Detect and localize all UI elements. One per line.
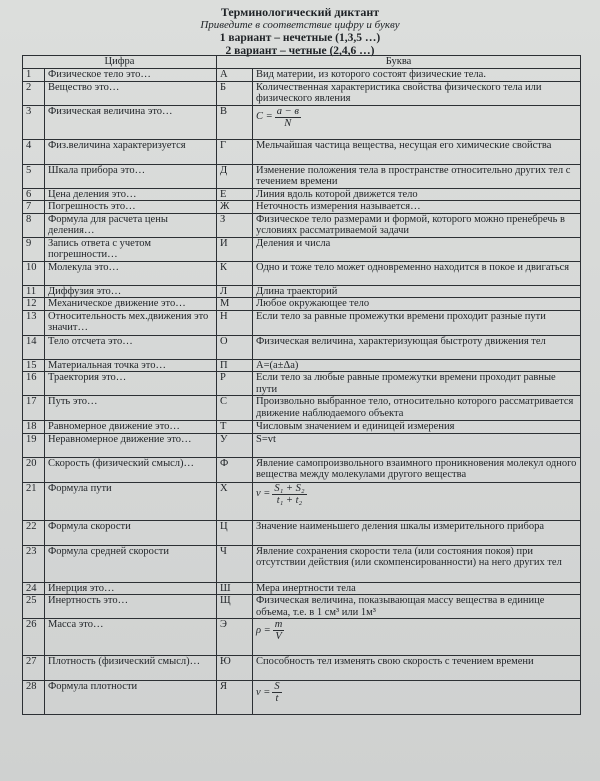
term-cell: Диффузия это… xyxy=(45,285,217,298)
worksheet-header xyxy=(0,6,600,58)
letter-cell: Я xyxy=(217,681,253,715)
density-formula xyxy=(256,619,284,642)
letter-cell: И xyxy=(217,237,253,261)
column-header-letter: Буква xyxy=(217,56,581,69)
row-number: 1 xyxy=(23,69,45,82)
row-number: 23 xyxy=(23,545,45,582)
term-cell: Молекула это… xyxy=(45,261,217,285)
table-row xyxy=(23,213,581,237)
row-number: 15 xyxy=(23,359,45,372)
letter-cell: Щ xyxy=(217,595,253,619)
formula-lhs: v = xyxy=(256,488,271,500)
formula-fraction xyxy=(273,619,285,642)
definition-cell: Линия вдоль которой движется тело xyxy=(253,188,581,201)
letter-cell: Б xyxy=(217,81,253,105)
definition-cell: Количественная характеристика свойства физического тела или физического явления xyxy=(253,81,581,105)
term-cell: Формула для расчета цены деления… xyxy=(45,213,217,237)
definition-cell: Явление самопроизвольного взаимного проникновения молекул одного вещества между молекулами другого вещества xyxy=(253,457,581,482)
table-row xyxy=(23,545,581,582)
letter-cell: Е xyxy=(217,188,253,201)
letter-cell: Ц xyxy=(217,520,253,545)
row-number: 8 xyxy=(23,213,45,237)
letter-cell: Ч xyxy=(217,545,253,582)
term-cell: Формула пути xyxy=(45,482,217,520)
table-row xyxy=(23,201,581,214)
row-number: 22 xyxy=(23,520,45,545)
letter-cell: Э xyxy=(217,619,253,656)
formula-denominator: t xyxy=(275,693,279,704)
row-number: 11 xyxy=(23,285,45,298)
formula-lhs: v = xyxy=(256,686,271,698)
term-cell: Скорость (физический смысл)… xyxy=(45,457,217,482)
letter-cell: Л xyxy=(217,285,253,298)
definition-cell: Мельчайшая частица вещества, несущая его химические свойства xyxy=(253,139,581,164)
term-cell: Погрешность это… xyxy=(45,201,217,214)
formula-numerator: S₁ + S₂ xyxy=(274,482,305,494)
definition-cell xyxy=(253,681,581,715)
table-row xyxy=(23,520,581,545)
letter-cell: З xyxy=(217,213,253,237)
term-cell: Траектория это… xyxy=(45,372,217,396)
term-cell: Масса это… xyxy=(45,619,217,656)
definition-cell: Значение наименьшего деления шкалы измерительного прибора xyxy=(253,520,581,545)
definition-cell xyxy=(253,105,581,139)
term-cell: Равномерное движение это… xyxy=(45,421,217,434)
row-number: 7 xyxy=(23,201,45,214)
row-number: 9 xyxy=(23,237,45,261)
definition-cell: Деления и числа xyxy=(253,237,581,261)
letter-cell: Н xyxy=(217,310,253,335)
letter-cell: Ю xyxy=(217,656,253,681)
letter-cell: Р xyxy=(217,372,253,396)
row-number: 2 xyxy=(23,81,45,105)
definition-cell: Изменение положения тела в пространстве относительно других тел с течением времени xyxy=(253,164,581,188)
definition-cell: Неточность измерения называется… xyxy=(253,201,581,214)
row-number: 18 xyxy=(23,421,45,434)
definition-cell: Вид материи, из которого состоят физические тела. xyxy=(253,69,581,82)
definition-cell: А=(а±Δа) xyxy=(253,359,581,372)
formula-fraction xyxy=(275,106,301,129)
term-cell: Вещество это… xyxy=(45,81,217,105)
matching-table xyxy=(22,55,581,715)
table-row xyxy=(23,595,581,619)
definition-cell: Если тело за равные промежутки времени проходит разные пути xyxy=(253,310,581,335)
term-cell: Физическая величина это… xyxy=(45,105,217,139)
row-number: 10 xyxy=(23,261,45,285)
letter-cell: Д xyxy=(217,164,253,188)
term-cell: Тело отсчета это… xyxy=(45,335,217,359)
table-row xyxy=(23,261,581,285)
term-cell: Неравномерное движение это… xyxy=(45,433,217,457)
formula-fraction xyxy=(272,483,306,506)
letter-cell: У xyxy=(217,433,253,457)
term-cell: Запись ответа с учетом погрешности… xyxy=(45,237,217,261)
term-cell: Путь это… xyxy=(45,396,217,421)
row-number: 5 xyxy=(23,164,45,188)
column-header-digit: Цифра xyxy=(23,56,217,69)
term-cell: Физическое тело это… xyxy=(45,69,217,82)
row-number: 19 xyxy=(23,433,45,457)
letter-cell: С xyxy=(217,396,253,421)
table-row xyxy=(23,105,581,139)
term-cell: Формула средней скорости xyxy=(45,545,217,582)
term-cell: Относительность мех.движения это значит… xyxy=(45,310,217,335)
formula-numerator: a − в xyxy=(276,105,299,117)
letter-cell: Т xyxy=(217,421,253,434)
table-row xyxy=(23,359,581,372)
formula-fraction xyxy=(272,681,281,704)
table-row xyxy=(23,372,581,396)
letter-cell: М xyxy=(217,298,253,311)
definition-cell: Одно и тоже тело может одновременно находится в покое и двигаться xyxy=(253,261,581,285)
letter-cell: К xyxy=(217,261,253,285)
table-row xyxy=(23,619,581,656)
letter-cell: Ш xyxy=(217,582,253,595)
formula-denominator: V xyxy=(275,631,282,642)
formula-denominator: t₁ + t₂ xyxy=(276,494,303,506)
table-row xyxy=(23,335,581,359)
row-number: 20 xyxy=(23,457,45,482)
table-row xyxy=(23,298,581,311)
worksheet-title: Терминологический диктант xyxy=(220,5,380,19)
term-cell: Физ.величина характеризуется xyxy=(45,139,217,164)
letter-cell: Г xyxy=(217,139,253,164)
average-speed-formula xyxy=(256,483,307,506)
row-number: 3 xyxy=(23,105,45,139)
row-number: 12 xyxy=(23,298,45,311)
table-row xyxy=(23,164,581,188)
term-cell: Механическое движение это… xyxy=(45,298,217,311)
table-row xyxy=(23,139,581,164)
row-number: 21 xyxy=(23,482,45,520)
definition-cell: Любое окружающее тело xyxy=(253,298,581,311)
term-cell: Плотность (физический смысл)… xyxy=(45,656,217,681)
letter-cell: В xyxy=(217,105,253,139)
division-value-formula xyxy=(256,106,301,129)
definition-cell: Если тело за любые равные промежутки времени проходит равные пути xyxy=(253,372,581,396)
worksheet-instruction: Приведите в соответствие цифру и букву xyxy=(200,19,400,31)
term-cell: Инерция это… xyxy=(45,582,217,595)
term-cell: Инертность это… xyxy=(45,595,217,619)
variant-1-label: 1 вариант – нечетные (1,3,5 …) xyxy=(219,32,381,44)
table-row xyxy=(23,237,581,261)
definition-cell: Длина траекторий xyxy=(253,285,581,298)
table-row xyxy=(23,433,581,457)
term-cell: Формула скорости xyxy=(45,520,217,545)
definition-cell: Мера инертности тела xyxy=(253,582,581,595)
table-row xyxy=(23,681,581,715)
table-row xyxy=(23,421,581,434)
table-row xyxy=(23,582,581,595)
letter-cell: Х xyxy=(217,482,253,520)
row-number: 17 xyxy=(23,396,45,421)
definition-cell: Физическая величина, характеризующая быстроту движения тел xyxy=(253,335,581,359)
term-cell: Цена деления это… xyxy=(45,188,217,201)
letter-cell: А xyxy=(217,69,253,82)
table-row xyxy=(23,69,581,82)
formula-numerator: S xyxy=(274,681,280,692)
row-number: 14 xyxy=(23,335,45,359)
table-row xyxy=(23,457,581,482)
letter-cell: П xyxy=(217,359,253,372)
letter-cell: О xyxy=(217,335,253,359)
speed-formula xyxy=(256,681,282,704)
formula-lhs: C = xyxy=(256,111,273,123)
row-number: 13 xyxy=(23,310,45,335)
term-cell: Формула плотности xyxy=(45,681,217,715)
row-number: 26 xyxy=(23,619,45,656)
definition-cell: S=vt xyxy=(253,433,581,457)
table-row xyxy=(23,396,581,421)
definition-cell: Физическое тело размерами и формой, которого можно пренебречь в условиях рассматриваемой задачи xyxy=(253,213,581,237)
letter-cell: Ж xyxy=(217,201,253,214)
table-row xyxy=(23,81,581,105)
formula-lhs: ρ = xyxy=(256,624,271,636)
table-row xyxy=(23,285,581,298)
table-row xyxy=(23,656,581,681)
row-number: 4 xyxy=(23,139,45,164)
definition-cell xyxy=(253,482,581,520)
definition-cell: Числовым значением и единицей измерения xyxy=(253,421,581,434)
definition-cell: Произвольно выбранное тело, относительно которого рассматривается движение наблюдаемого объекта xyxy=(253,396,581,421)
row-number: 6 xyxy=(23,188,45,201)
variant-2-label: 2 вариант – четные (2,4,6 …) xyxy=(225,45,375,57)
row-number: 25 xyxy=(23,595,45,619)
table-row xyxy=(23,188,581,201)
row-number: 28 xyxy=(23,681,45,715)
definition-cell xyxy=(253,619,581,656)
term-cell: Шкала прибора это… xyxy=(45,164,217,188)
definition-cell: Способность тел изменять свою скорость с течением времени xyxy=(253,656,581,681)
row-number: 27 xyxy=(23,656,45,681)
definition-cell: Явление сохранения скорости тела (или состояния покоя) при отсутствии действия (или скомпенсированности) на него других тел xyxy=(253,545,581,582)
formula-numerator: m xyxy=(274,619,283,630)
definition-cell: Физическая величина, показывающая массу вещества в единице объема, т.е. в 1 см³ или 1м³ xyxy=(253,595,581,619)
term-cell: Материальная точка это… xyxy=(45,359,217,372)
table-row xyxy=(23,482,581,520)
row-number: 16 xyxy=(23,372,45,396)
formula-denominator: N xyxy=(284,117,292,129)
table-row xyxy=(23,310,581,335)
letter-cell: Ф xyxy=(217,457,253,482)
table-header-row xyxy=(23,56,581,69)
row-number: 24 xyxy=(23,582,45,595)
